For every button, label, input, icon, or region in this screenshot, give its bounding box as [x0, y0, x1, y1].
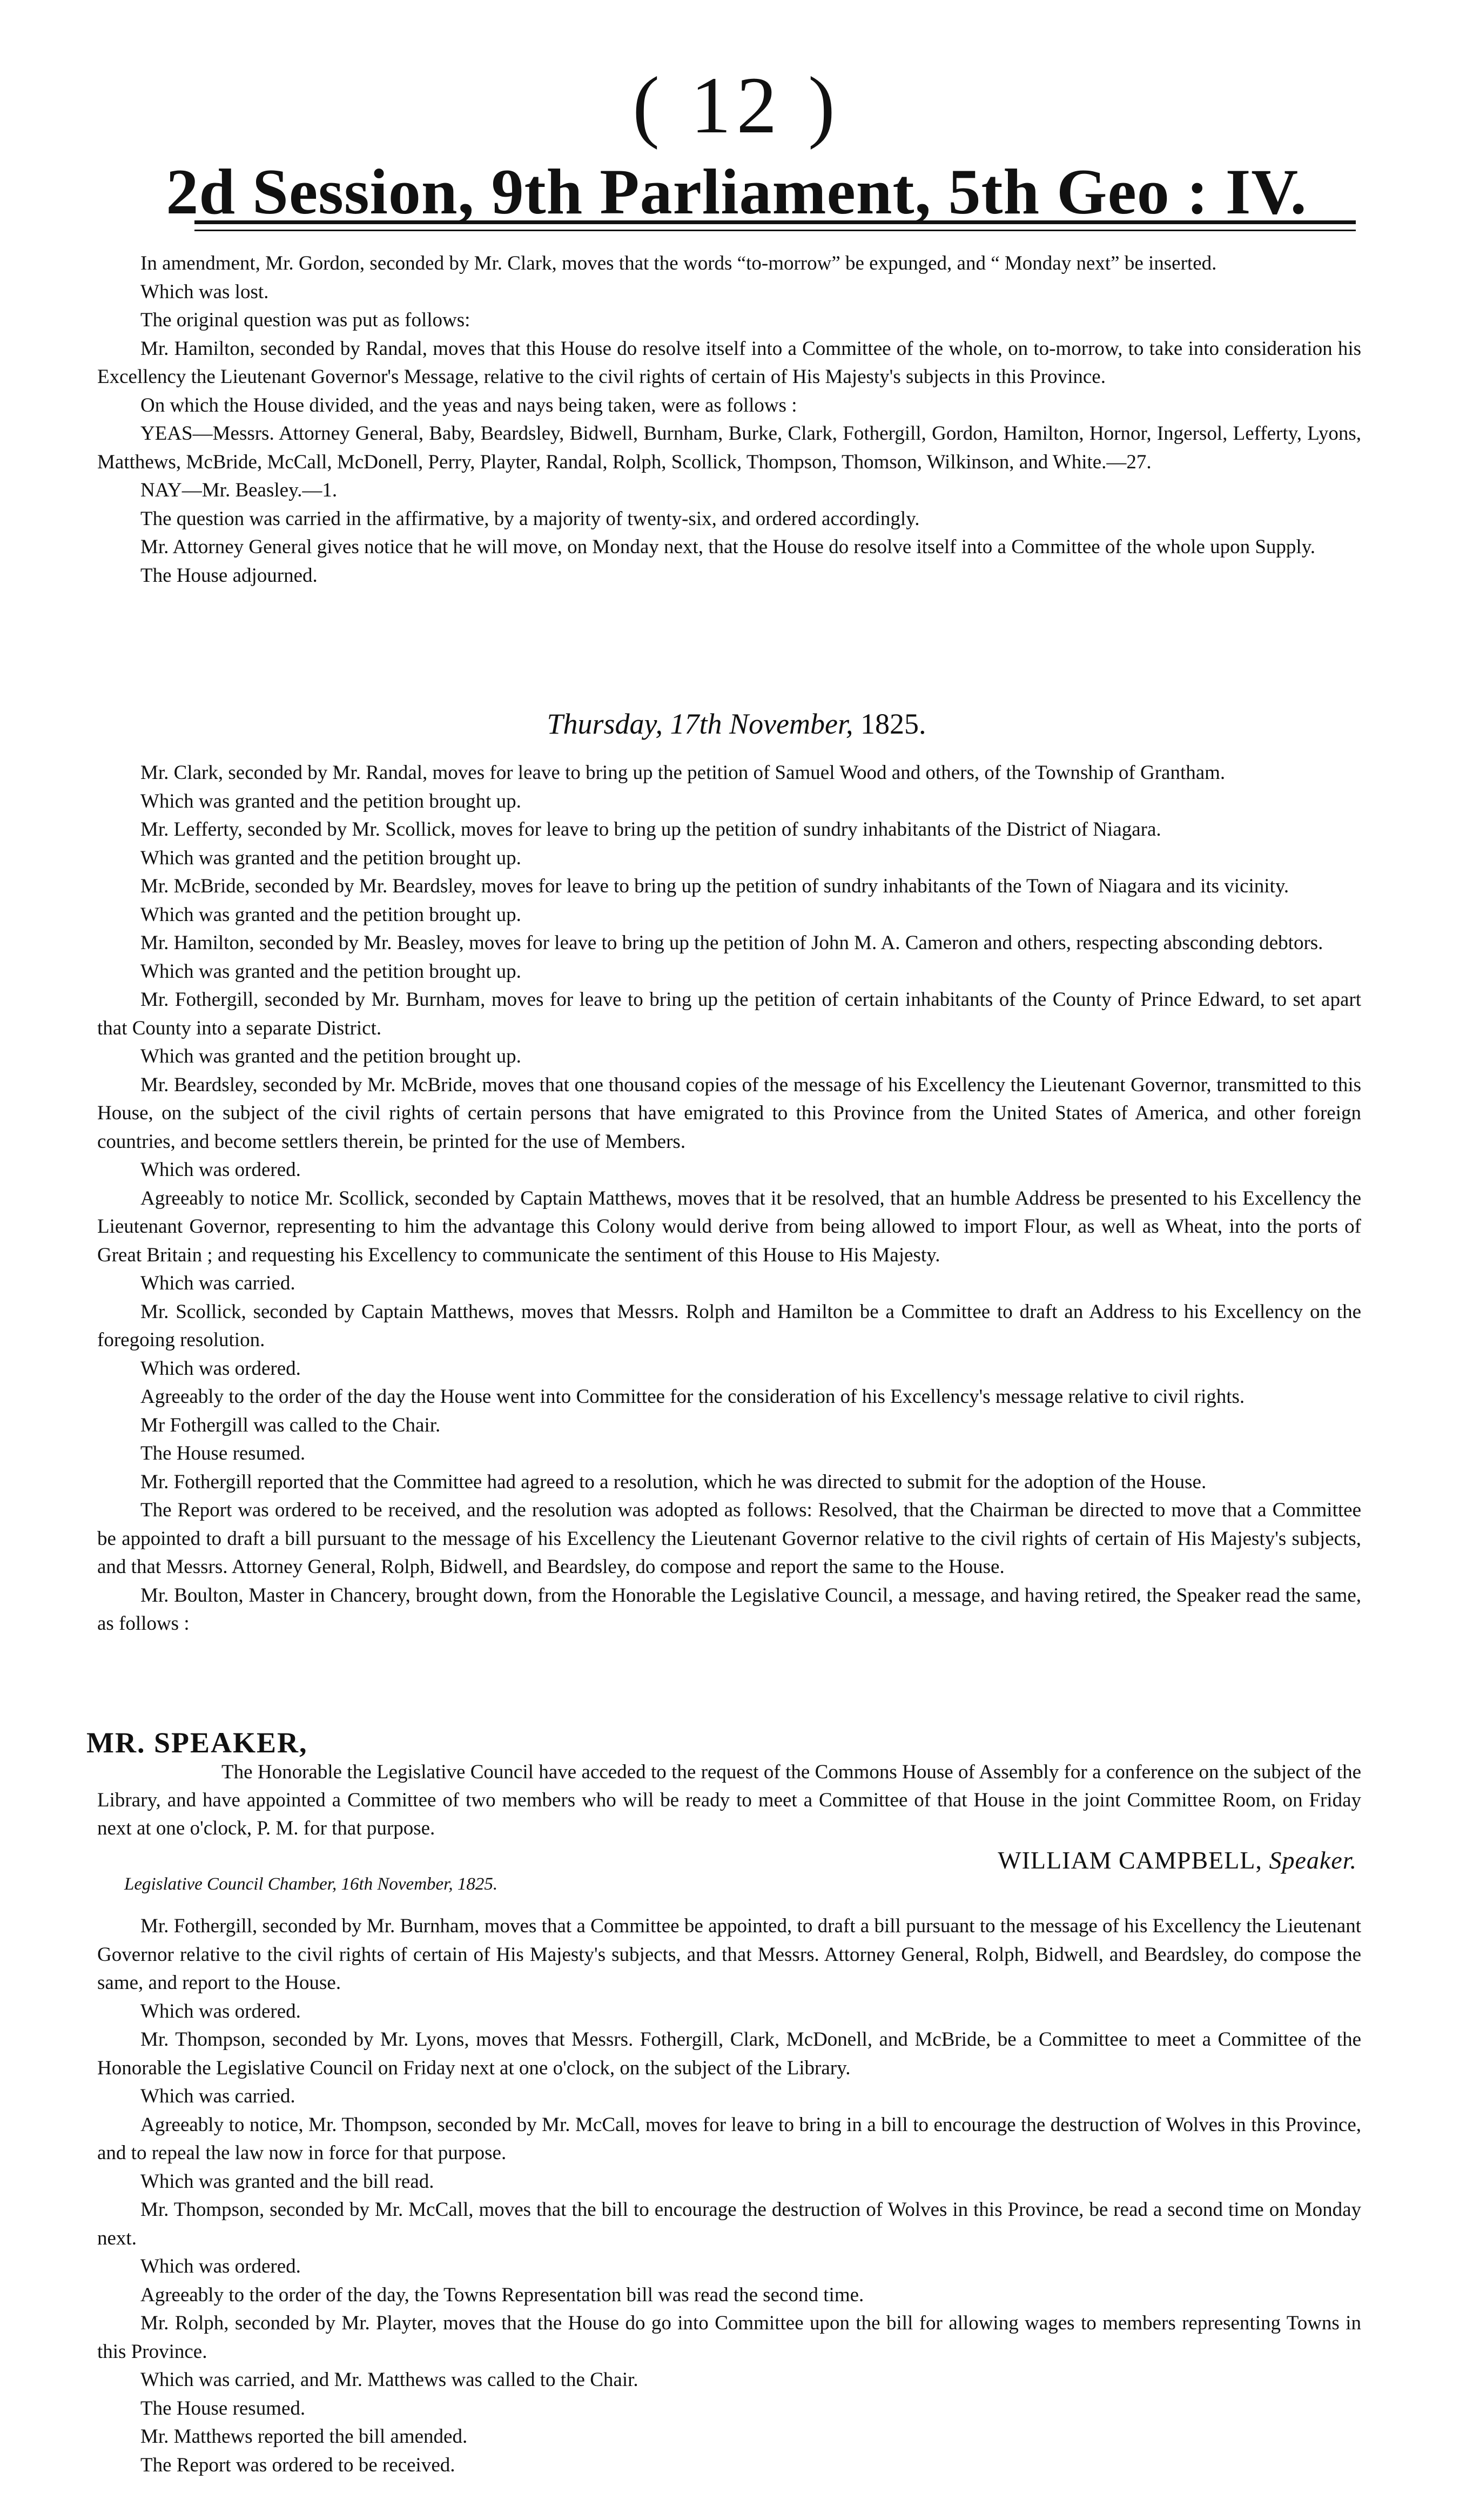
paragraph: Mr. Thompson, seconded by Mr. Lyons, moves that Messrs. Fothergill, Clark, McDonell, and McBride, be a Committee to meet a Committee of the Honorable the Legislative Council on Friday next at one o'clock, on the subject of the Library. — [97, 2028, 1361, 2079]
heading-rule-thick — [194, 220, 1356, 224]
message-signature — [998, 1846, 1357, 1874]
message-dateline: Legislative Council Chamber, 16th November, 1825. — [124, 1874, 498, 1894]
paragraph: Agreeably to notice Mr. Scollick, seconded by Captain Matthews, moves that it be resolved, that an humble Address be presented to his Excellency the Lieutenant Governor, representing to him the advantage this Colony would derive from being allowed to import Flour, as well as Wheat, into the ports of Great Britain ; and requesting his Excellency to communicate the sentiment of this House to His Majesty. — [97, 1187, 1361, 1266]
paragraph: Mr. Clark, seconded by Mr. Randal, moves for leave to bring up the petition of Samuel Wood and others, of the Township of Grantham. — [140, 762, 1226, 784]
paragraph: Which was lost. — [140, 280, 269, 303]
paragraph: Which was ordered. — [140, 1159, 301, 1181]
signatory-name: WILLIAM CAMPBELL, — [998, 1846, 1262, 1874]
paragraph: Mr. Fothergill reported that the Committee had agreed to a resolution, which he was directed to submit for the adoption of the House. — [140, 1470, 1207, 1493]
paragraph: The House adjourned. — [140, 564, 318, 587]
paragraph: Agreeably to notice, Mr. Thompson, seconded by Mr. McCall, moves for leave to bring in a bill to encourage the destruction of Wolves in this Province, and to repeal the law now in force for that purpose. — [97, 2113, 1361, 2164]
date-heading — [0, 705, 1473, 743]
paragraph: The Report was ordered to be received. — [140, 2454, 455, 2476]
message-salutation: MR. SPEAKER, — [86, 1726, 308, 1759]
paragraph: Mr. Scollick, seconded by Captain Matthews, moves that Messrs. Rolph and Hamilton be a Committee to draft an Address to his Excellency on the foregoing resolution. — [97, 1300, 1361, 1351]
paragraph: Mr. Hamilton, seconded by Randal, moves that this House do resolve itself into a Committee of the whole, on to-morrow, to take into consideration his Excellency the Lieutenant Governor's Message, relative to the civil rights of certain of His Majesty's subjects in this Province. — [97, 337, 1361, 388]
signatory-role: Speaker. — [1269, 1846, 1357, 1874]
paragraph: Mr. Beardsley, seconded by Mr. McBride, moves that one thousand copies of the message of his Excellency the Lieutenant Governor, transmitted to this House, on the subject of the civil rights of certain persons that have emigrated to this Province from the United States of America, and other foreign countries, and become settlers therein, be printed for the use of Members. — [97, 1073, 1361, 1153]
paragraph: Which was granted and the petition brought up. — [140, 960, 521, 983]
section-3 — [97, 1912, 1361, 2479]
date-day: Thursday, 17th November, — [547, 708, 853, 740]
page-number: ( 12 ) — [633, 61, 840, 150]
paragraph: The House resumed. — [140, 1442, 306, 1464]
paragraph: The House resumed. — [140, 2397, 306, 2420]
paragraph: Which was ordered. — [140, 2000, 301, 2022]
paragraph: Mr. Thompson, seconded by Mr. McCall, moves that the bill to encourage the destruction of Wolves in this Province, be read a second time on Monday next. — [97, 2199, 1361, 2249]
paragraph: Mr. Matthews reported the bill amended. — [140, 2425, 468, 2448]
paragraph: Mr. McBride, seconded by Mr. Beardsley, moves for leave to bring up the petition of sundry inhabitants of the Town of Niagara and its vicinity. — [140, 875, 1289, 897]
paragraph: Mr. Fothergill, seconded by Mr. Burnham, moves that a Committee be appointed, to draft a bill pursuant to the message of his Excellency the Lieutenant Governor relative to the civil rights of certain of His Majesty's subjects, and that Messrs. Attorney General, Rolph, Bidwell, and Beardsley, do compose the same, and report to the House. — [97, 1915, 1361, 1994]
paragraph: The Report was ordered to be received, and the resolution was adopted as follows: Resolved, that the Chairman be directed to move that a Committee be appointed to draft a bill pursuant to the message of his Excellency the Lieutenant Governor relative to the civil rights of certain of His Majesty's subjects, and that Messrs. Attorney General, Rolph, Bidwell, and Beardsley, do compose and report the same to the House. — [97, 1499, 1361, 1578]
message-body: The Honorable the Legislative Council have acceded to the request of the Commons House of Assembly for a conference on the subject of the Library, and have appointed a Committee of two members who will be ready to meet a Committee of that House in the joint Committee Room, on Friday next at one o'clock, P. M. for that purpose. — [97, 1761, 1361, 1839]
paragraph: Which was granted and the petition brought up. — [140, 903, 521, 926]
date-year: 1825. — [860, 708, 926, 740]
paragraph: Which was carried. — [140, 1272, 295, 1294]
paragraph: Agreeably to the order of the day, the Towns Representation bill was read the second time. — [140, 2283, 864, 2306]
section-2 — [97, 759, 1361, 1638]
yeas-list: YEAS—Messrs. Attorney General, Baby, Beardsley, Bidwell, Burnham, Burke, Clark, Fothergill, Gordon, Hamilton, Hornor, Ingersol, Lefferty, Lyons, Matthews, McBride, McCall, McDonell, Perry, Playter, Randal, Rolph, Scollick, Thompson, Thomson, Wilkinson, and White.—27. — [97, 422, 1361, 473]
paragraph: Which was granted and the petition brought up. — [140, 1045, 521, 1067]
paragraph: Mr. Boulton, Master in Chancery, brought down, from the Honorable the Legislative Council, a message, and having retired, the Speaker read the same, as follows : — [97, 1584, 1361, 1635]
paragraph: Which was carried. — [140, 2085, 295, 2107]
session-heading: 2d Session, 9th Parliament, 5th Geo : IV. — [166, 156, 1307, 227]
section-1 — [97, 250, 1361, 590]
heading-rule-thin — [194, 230, 1356, 231]
paragraph: On which the House divided, and the yeas and nays being taken, were as follows : — [140, 394, 797, 416]
paragraph: Which was granted and the petition brought up. — [140, 790, 521, 812]
paragraph: Mr. Hamilton, seconded by Mr. Beasley, moves for leave to bring up the petition of John M. A. Cameron and others, respecting absconding debtors. — [140, 932, 1323, 954]
paragraph: Which was ordered. — [140, 1357, 301, 1380]
paragraph: Which was ordered. — [140, 2255, 301, 2277]
paragraph: Which was carried, and Mr. Matthews was called to the Chair. — [140, 2369, 638, 2391]
paragraph: Agreeably to the order of the day the House went into Committee for the consideration of his Excellency's message relative to civil rights. — [140, 1386, 1245, 1408]
paragraph: Mr. Attorney General gives notice that he will move, on Monday next, that the House do resolve itself into a Committee of the whole upon Supply. — [140, 536, 1316, 558]
paragraph: Which was granted and the bill read. — [140, 2170, 434, 2193]
paragraph: Mr. Rolph, seconded by Mr. Playter, moves that the House do go into Committee upon the bill for allowing wages to members representing Towns in this Province. — [97, 2312, 1361, 2363]
paragraph: The question was carried in the affirmative, by a majority of twenty-six, and ordered accordingly. — [140, 507, 920, 530]
paragraph: Which was granted and the petition brought up. — [140, 846, 521, 869]
paragraph: Mr. Fothergill, seconded by Mr. Burnham, moves for leave to bring up the petition of certain inhabitants of the County of Prince Edward, to set apart that County into a separate District. — [97, 989, 1361, 1039]
paragraph: The original question was put as follows: — [140, 309, 470, 331]
paragraph: Mr Fothergill was called to the Chair. — [140, 1414, 441, 1436]
nays-list: NAY—Mr. Beasley.—1. — [140, 479, 338, 501]
paragraph: In amendment, Mr. Gordon, seconded by Mr. Clark, moves that the words “to-morrow” be expunged, and “ Monday next” be inserted. — [140, 252, 1217, 274]
paragraph: Mr. Lefferty, seconded by Mr. Scollick, moves for leave to bring up the petition of sundry inhabitants of the District of Niagara. — [140, 818, 1161, 841]
